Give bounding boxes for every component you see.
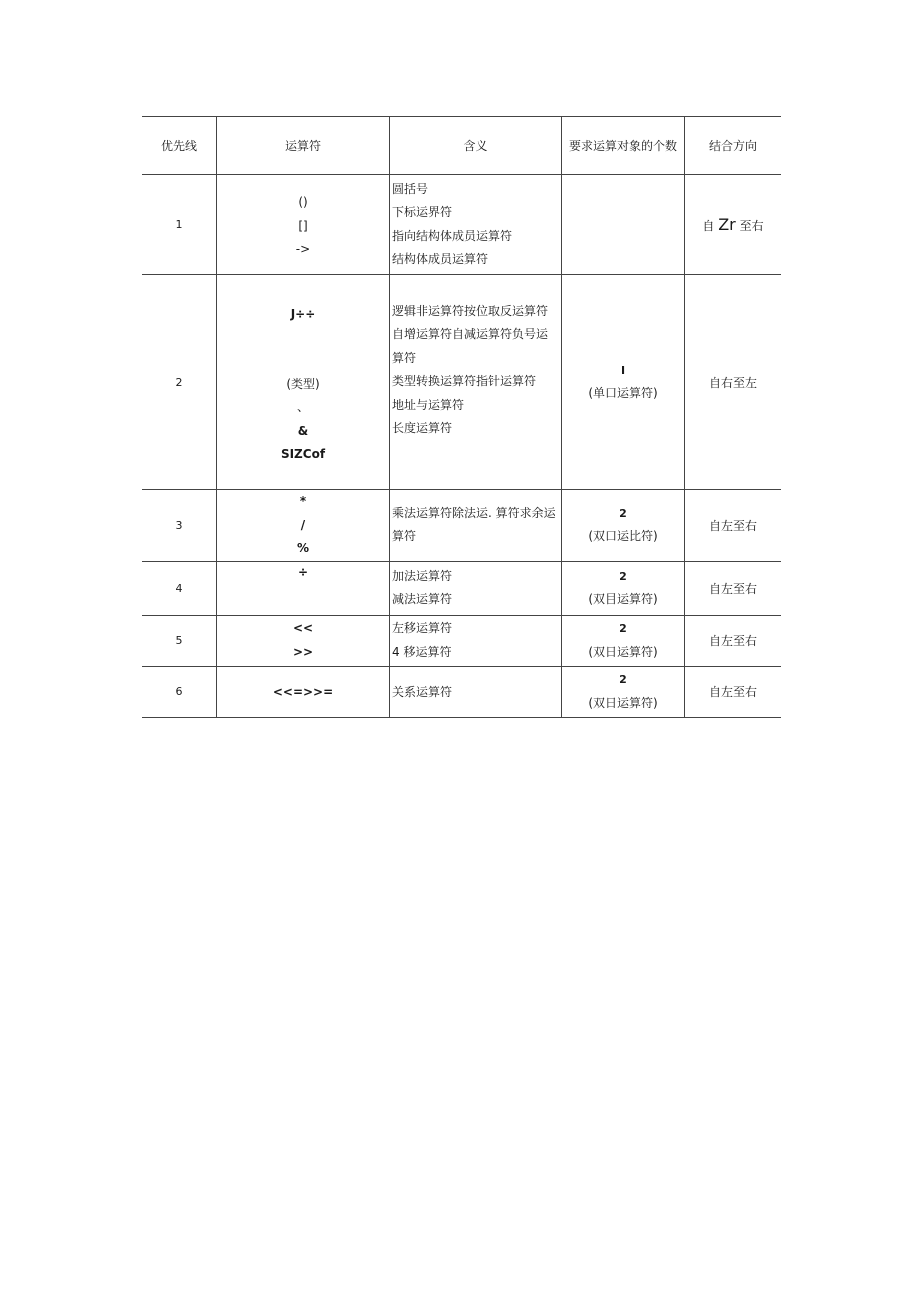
meaning-text: 自增运算符自减运算符负号运: [392, 327, 549, 341]
operator-text: ÷: [297, 564, 309, 579]
operand-count-note: (双日运算符): [588, 695, 658, 710]
table-row: [142, 275, 781, 490]
meaning-text: 类型转换运算符指针运算符: [392, 374, 537, 388]
header-operand-count: 要求运算对象的个数: [562, 117, 685, 175]
meaning-cell: [390, 490, 562, 562]
associativity-cell: 自左至右: [685, 666, 782, 717]
meaning-text: 结构体成员运算符: [392, 252, 489, 266]
operator-text: %: [296, 541, 310, 555]
associativity-cell: 自左至右: [685, 490, 782, 562]
associativity-cell: [685, 175, 782, 275]
meaning-text: 长度运算符: [392, 421, 453, 435]
meaning-text: 逻辑非运算符按位取反运算符: [392, 303, 549, 318]
meaning-text: 地址与运算符: [392, 397, 465, 412]
operand-count-cell: [562, 175, 685, 275]
operator-text: 、: [296, 400, 309, 415]
operand-count-cell: [562, 615, 685, 666]
operand-count-note: (双口运比符): [588, 529, 658, 544]
table-header-row: [142, 117, 781, 175]
direction-suffix: 至右: [739, 219, 764, 233]
operand-count-note: (单口运算符): [588, 386, 658, 400]
meaning-cell: [390, 175, 562, 275]
operator-text: /: [300, 517, 306, 532]
table-row: [142, 561, 781, 615]
operator-cell: <<=>>=: [217, 666, 390, 717]
operand-count-text: I: [620, 363, 626, 377]
operator-text: ->: [295, 242, 311, 257]
table-row: [142, 490, 781, 562]
header-meaning: 含义: [390, 117, 562, 175]
direction-mid: Zr: [718, 215, 736, 234]
operator-text: SIZCof: [280, 447, 326, 462]
operator-text: J÷÷: [290, 307, 316, 322]
priority-cell: 6: [142, 666, 217, 717]
meaning-text: 关系运算符: [392, 685, 453, 699]
meaning-text: 算符: [392, 350, 417, 365]
operand-count-cell: [562, 490, 685, 562]
operand-count-cell: [562, 275, 685, 490]
meaning-text: 指向结构体成员运算符: [392, 228, 513, 243]
operand-count-note: (双日运算符): [588, 644, 658, 659]
meaning-text: 算符: [392, 529, 417, 544]
header-priority: 优先线: [142, 117, 217, 175]
operator-precedence-table: [142, 116, 781, 718]
meaning-text: 下标运界符: [392, 205, 453, 219]
meaning-text: 加法运算符: [392, 568, 453, 583]
priority-cell: 1: [142, 175, 217, 275]
meaning-cell: [390, 666, 562, 717]
operator-cell: [217, 615, 390, 666]
associativity-cell: 自左至右: [685, 561, 782, 615]
meaning-text: 4 移运算符: [392, 644, 452, 659]
operator-text: &: [297, 423, 309, 438]
operand-count-text: 2: [619, 506, 627, 520]
table-row: [142, 175, 781, 275]
operator-text: (类型): [286, 376, 320, 391]
operator-text: <<: [292, 621, 314, 635]
operator-cell: [217, 275, 390, 490]
meaning-cell: [390, 275, 562, 490]
operand-count-note: (双目运算符): [588, 592, 658, 606]
operand-count-text: 2: [619, 569, 627, 583]
associativity-cell: 自左至右: [685, 615, 782, 666]
priority-cell: 3: [142, 490, 217, 562]
operand-count-text: 2: [619, 673, 627, 686]
operator-text: *: [299, 494, 307, 508]
meaning-cell: [390, 615, 562, 666]
operator-cell: [217, 175, 390, 275]
operand-count-text: 2: [619, 622, 627, 635]
meaning-cell: [390, 561, 562, 615]
operator-text: []: [298, 218, 308, 233]
operator-cell: [217, 490, 390, 562]
meaning-text: 乘法运算符除法运. 算符求余运: [392, 505, 556, 520]
priority-cell: 2: [142, 275, 217, 490]
operator-cell: [217, 561, 390, 615]
meaning-text: 圆括号: [392, 181, 429, 196]
operand-count-cell: [562, 666, 685, 717]
table-row: [142, 666, 781, 717]
meaning-text: 左移运算符: [392, 621, 453, 635]
operand-count-cell: [562, 561, 685, 615]
operator-text: (): [298, 195, 308, 210]
associativity-cell: 自右至左: [685, 275, 782, 490]
header-associativity: 结合方向: [685, 117, 782, 175]
direction-prefix: 自: [702, 219, 715, 233]
operator-text: >>: [292, 644, 314, 659]
priority-cell: 5: [142, 615, 217, 666]
meaning-text: 减法运算符: [392, 592, 453, 606]
table-row: [142, 615, 781, 666]
priority-cell: 4: [142, 561, 217, 615]
header-operator: 运算符: [217, 117, 390, 175]
